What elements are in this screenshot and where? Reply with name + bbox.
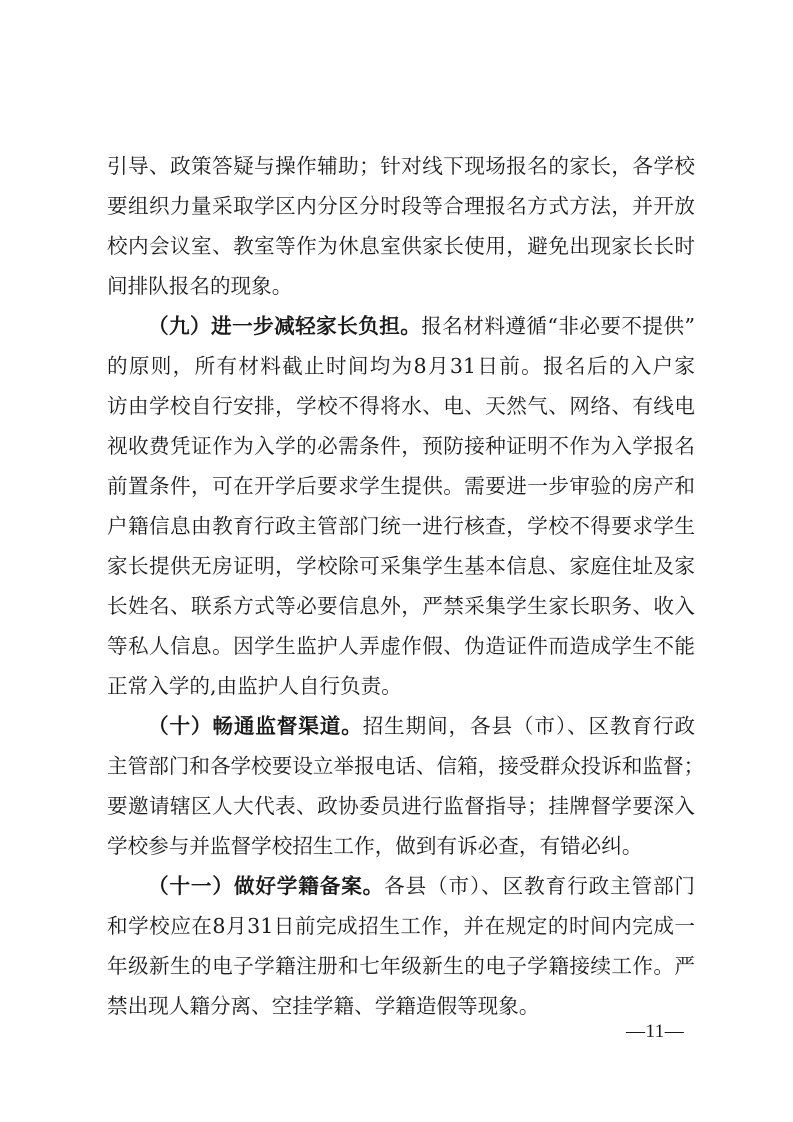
line-text: 禁出现人籍分离、空挂学籍、学籍造假等现象。 xyxy=(107,994,540,1018)
line-text: 年级新生的电子学籍注册和七年级新生的电子学籍接续工作。严 xyxy=(107,954,695,978)
text-line xyxy=(107,386,695,426)
text-line xyxy=(107,626,695,666)
line-text: 正常入学的,由监护人自行负责。 xyxy=(107,674,402,698)
line-text: 访由学校自行安排，学校不得将水、电、天然气、网络、有线电 xyxy=(107,394,695,418)
line-text: 引导、政策答疑与操作辅助；针对线下现场报名的家长，各学校 xyxy=(107,154,695,178)
text-line xyxy=(107,426,695,466)
text-line xyxy=(107,946,695,986)
text-line xyxy=(107,506,695,546)
line-text: 学校参与并监督学校招生工作，做到有诉必查，有错必纠。 xyxy=(107,834,643,858)
body-text xyxy=(107,146,705,1026)
page-number: —11— xyxy=(626,1021,685,1042)
text-line xyxy=(107,986,695,1026)
section-heading-line xyxy=(107,866,695,906)
line-text: 和学校应在8月31日前完成招生工作，并在规定的时间内完成一 xyxy=(107,914,695,938)
line-text: 主管部门和各学校要设立举报电话、信箱，接受群众投诉和监督； xyxy=(107,754,705,778)
text-line xyxy=(107,586,695,626)
text-line xyxy=(107,746,705,786)
line-text: 等私人信息。因学生监护人弄虚作假、伪造证件而造成学生不能 xyxy=(107,634,695,658)
text-line xyxy=(107,546,695,586)
line-text: 间排队报名的现象。 xyxy=(107,274,293,298)
line-text: 视收费凭证作为入学的必需条件，预防接种证明不作为入学报名 xyxy=(107,434,695,458)
line-text: 家长提供无房证明，学校除可采集学生基本信息、家庭住址及家 xyxy=(107,554,695,578)
section-heading: （九）进一步减轻家长负担。 xyxy=(148,314,422,338)
line-text: 要组织力量采取学区内分区分时段等合理报名方式方法，并开放 xyxy=(107,194,695,218)
text-line xyxy=(107,146,695,186)
text-line xyxy=(107,226,695,266)
section-heading-line xyxy=(107,306,695,346)
text-line xyxy=(107,466,695,506)
text-line xyxy=(107,826,695,866)
text-line xyxy=(107,186,695,226)
line-text: 各县（市）、区教育行政主管部门 xyxy=(384,874,696,898)
text-line xyxy=(107,266,695,306)
section-heading: （十）畅通监督渠道。 xyxy=(148,714,363,738)
line-text: 校内会议室、教室等作为休息室供家长使用，避免出现家长长时 xyxy=(107,234,695,258)
line-text: 招生期间，各县（市）、区教育行政 xyxy=(362,714,696,738)
line-text: 报名材料遵循“非必要不提供” xyxy=(421,314,695,338)
line-text: 户籍信息由教育行政主管部门统一进行核查，学校不得要求学生 xyxy=(107,514,695,538)
line-text: 长姓名、联系方式等必要信息外，严禁采集学生家长职务、收入 xyxy=(107,594,695,618)
line-text: 要邀请辖区人大代表、政协委员进行监督指导；挂牌督学要深入 xyxy=(107,794,695,818)
section-heading: （十一）做好学籍备案。 xyxy=(148,874,385,898)
text-line xyxy=(107,906,695,946)
text-line xyxy=(107,666,695,706)
section-heading-line xyxy=(107,706,695,746)
line-text: 前置条件，可在开学后要求学生提供。需要进一步审验的房产和 xyxy=(107,474,695,498)
line-text: 的原则，所有材料截止时间均为8月31日前。报名后的入户家 xyxy=(107,354,695,378)
text-line xyxy=(107,786,695,826)
text-line xyxy=(107,346,695,386)
